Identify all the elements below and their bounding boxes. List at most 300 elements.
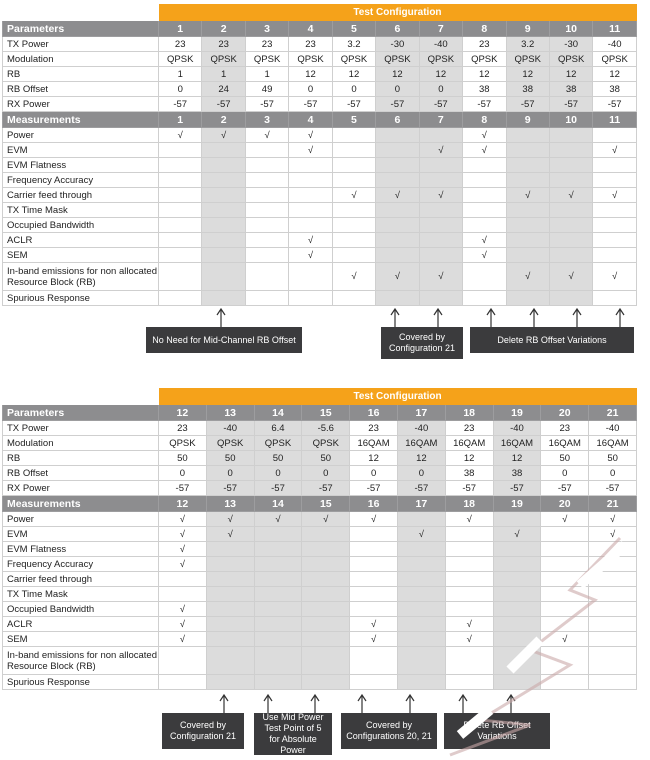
check-cell: [302, 632, 350, 647]
check-cell: [159, 143, 202, 158]
config-number: 21: [589, 496, 637, 512]
table1-block: [2, 4, 636, 306]
check-cell: [254, 632, 302, 647]
config-number: 17: [397, 405, 445, 421]
check-cell: [589, 542, 637, 557]
param-cell: -57: [493, 481, 541, 496]
check-cell: [445, 572, 493, 587]
check-cell: [254, 572, 302, 587]
param-cell: -57: [302, 481, 350, 496]
param-cell: -57: [376, 97, 419, 112]
check-cell: [245, 203, 288, 218]
config-number: 16: [350, 405, 398, 421]
config-number: 3: [245, 21, 288, 37]
check-cell: [254, 527, 302, 542]
check-cell: [541, 675, 589, 690]
check-cell: [593, 291, 637, 306]
check-cell: [159, 572, 207, 587]
check-cell: √: [350, 617, 398, 632]
check-cell: [463, 188, 506, 203]
check-cell: [350, 587, 398, 602]
param-row: [3, 37, 637, 52]
check-cell: √: [463, 128, 506, 143]
check-cell: [289, 291, 332, 306]
param-cell: QPSK: [463, 52, 506, 67]
check-cell: [541, 542, 589, 557]
param-cell: 50: [541, 451, 589, 466]
check-cell: [332, 143, 375, 158]
check-cell: √: [549, 188, 592, 203]
check-cell: [254, 587, 302, 602]
check-cell: [332, 203, 375, 218]
config-number: 20: [541, 496, 589, 512]
measurement-label: TX Time Mask: [3, 587, 159, 602]
callout-covered-by-21: Covered by Configuration 21: [381, 327, 463, 359]
measurements-header: Measurements: [3, 112, 159, 128]
param-cell: -57: [463, 97, 506, 112]
check-cell: [493, 647, 541, 675]
check-cell: [397, 542, 445, 557]
check-cell: [541, 602, 589, 617]
check-cell: [589, 587, 637, 602]
param-cell: -57: [445, 481, 493, 496]
check-cell: √: [593, 143, 637, 158]
callout-delete-rb-offset-b: Delete RB Offset Variations: [444, 713, 550, 749]
measurement-row: [3, 542, 637, 557]
measurement-label: SEM: [3, 248, 159, 263]
check-cell: √: [350, 632, 398, 647]
param-cell: -5.6: [302, 421, 350, 436]
check-cell: [350, 557, 398, 572]
check-cell: [541, 557, 589, 572]
check-cell: [549, 143, 592, 158]
config-number: 5: [332, 21, 375, 37]
param-row: [3, 466, 637, 481]
check-cell: [332, 128, 375, 143]
check-cell: [302, 617, 350, 632]
config-number: 4: [289, 112, 332, 128]
check-cell: √: [419, 263, 462, 291]
param-cell: 3.2: [506, 37, 549, 52]
check-cell: [397, 557, 445, 572]
check-cell: √: [376, 188, 419, 203]
config-number: 9: [506, 21, 549, 37]
param-cell: -57: [541, 481, 589, 496]
config-number: 17: [397, 496, 445, 512]
check-cell: [541, 587, 589, 602]
check-cell: [463, 263, 506, 291]
check-cell: [159, 291, 202, 306]
check-cell: [589, 572, 637, 587]
measurement-label: SEM: [3, 632, 159, 647]
config-number: 8: [463, 21, 506, 37]
check-cell: [493, 557, 541, 572]
check-cell: [332, 248, 375, 263]
check-cell: √: [397, 527, 445, 542]
check-cell: [541, 572, 589, 587]
param-cell: QPSK: [376, 52, 419, 67]
param-cell: 50: [589, 451, 637, 466]
param-cell: -30: [376, 37, 419, 52]
param-cell: 12: [376, 67, 419, 82]
check-cell: [549, 203, 592, 218]
check-cell: [332, 218, 375, 233]
check-cell: [202, 233, 245, 248]
param-label: TX Power: [3, 421, 159, 436]
config-number: 19: [493, 405, 541, 421]
check-cell: [350, 675, 398, 690]
check-cell: [302, 557, 350, 572]
check-cell: [593, 158, 637, 173]
check-cell: [289, 158, 332, 173]
check-cell: [350, 602, 398, 617]
check-cell: [549, 173, 592, 188]
param-cell: 23: [445, 421, 493, 436]
check-cell: [159, 188, 202, 203]
title-spacer: [3, 5, 159, 21]
param-cell: -57: [332, 97, 375, 112]
param-cell: 1: [245, 67, 288, 82]
measurement-row: [3, 218, 637, 233]
config-number: 14: [254, 496, 302, 512]
param-cell: QPSK: [159, 52, 202, 67]
check-cell: [302, 602, 350, 617]
param-cell: 50: [302, 451, 350, 466]
config-number: 19: [493, 496, 541, 512]
check-cell: [289, 173, 332, 188]
check-cell: [159, 587, 207, 602]
measurement-label: EVM: [3, 143, 159, 158]
check-cell: √: [506, 188, 549, 203]
check-cell: [332, 173, 375, 188]
check-cell: √: [159, 512, 207, 527]
check-cell: [376, 143, 419, 158]
config-number: 11: [593, 21, 637, 37]
check-cell: [397, 617, 445, 632]
check-cell: [397, 587, 445, 602]
check-cell: [376, 173, 419, 188]
check-cell: √: [463, 143, 506, 158]
check-cell: [206, 617, 254, 632]
check-cell: [202, 173, 245, 188]
param-label: RB Offset: [3, 82, 159, 97]
param-row: [3, 436, 637, 451]
param-cell: 0: [206, 466, 254, 481]
param-cell: 38: [463, 82, 506, 97]
check-cell: [376, 248, 419, 263]
measurement-label: Spurious Response: [3, 675, 159, 690]
check-cell: [549, 291, 592, 306]
param-row: [3, 451, 637, 466]
check-cell: [593, 248, 637, 263]
param-cell: QPSK: [289, 52, 332, 67]
param-cell: QPSK: [549, 52, 592, 67]
param-cell: -57: [159, 481, 207, 496]
param-label: RB Offset: [3, 466, 159, 481]
measurement-label: Occupied Bandwidth: [3, 602, 159, 617]
check-cell: √: [202, 128, 245, 143]
measurement-row: [3, 248, 637, 263]
param-cell: QPSK: [254, 436, 302, 451]
param-cell: 0: [159, 82, 202, 97]
test-config-table-2: [2, 388, 637, 690]
callout-covered-by-21-b: Covered by Configuration 21: [162, 713, 244, 749]
param-cell: 0: [376, 82, 419, 97]
check-cell: [419, 248, 462, 263]
check-cell: [206, 602, 254, 617]
check-cell: [202, 158, 245, 173]
param-cell: -40: [593, 37, 637, 52]
param-cell: 0: [254, 466, 302, 481]
measurement-label: ACLR: [3, 233, 159, 248]
check-cell: √: [350, 512, 398, 527]
check-cell: √: [159, 128, 202, 143]
param-cell: 0: [289, 82, 332, 97]
config-number: 21: [589, 405, 637, 421]
check-cell: √: [289, 248, 332, 263]
check-cell: [202, 248, 245, 263]
param-cell: -40: [397, 421, 445, 436]
param-label: RX Power: [3, 97, 159, 112]
check-cell: [419, 203, 462, 218]
check-cell: [493, 542, 541, 557]
param-cell: 12: [506, 67, 549, 82]
check-cell: [245, 233, 288, 248]
check-cell: [302, 527, 350, 542]
check-cell: [159, 233, 202, 248]
check-cell: [506, 143, 549, 158]
check-cell: √: [463, 233, 506, 248]
check-cell: √: [254, 512, 302, 527]
check-cell: [159, 173, 202, 188]
param-cell: 38: [506, 82, 549, 97]
measurement-row: [3, 602, 637, 617]
check-cell: [245, 218, 288, 233]
param-cell: QPSK: [302, 436, 350, 451]
config-number: 1: [159, 21, 202, 37]
check-cell: [493, 617, 541, 632]
check-cell: [206, 647, 254, 675]
check-cell: [245, 143, 288, 158]
check-cell: [254, 675, 302, 690]
param-cell: 12: [493, 451, 541, 466]
measurement-label: In-band emissions for non allocated Resource Block (RB): [3, 647, 159, 675]
test-config-table-1: [2, 4, 637, 306]
measurement-label: EVM: [3, 527, 159, 542]
check-cell: [376, 233, 419, 248]
parameters-header: Parameters: [3, 405, 159, 421]
check-cell: [506, 218, 549, 233]
measurements-header: Measurements: [3, 496, 159, 512]
check-cell: [206, 632, 254, 647]
config-number: 12: [159, 405, 207, 421]
param-cell: 0: [541, 466, 589, 481]
callout-covered-by-20-21: Covered by Configurations 20, 21: [341, 713, 437, 749]
param-cell: QPSK: [245, 52, 288, 67]
check-cell: √: [332, 188, 375, 203]
callout-mid-power: Use Mid Power Test Point of 5 for Absolute Power: [254, 713, 332, 755]
check-cell: [350, 572, 398, 587]
param-cell: 0: [397, 466, 445, 481]
measurement-row: [3, 587, 637, 602]
check-cell: [159, 263, 202, 291]
check-cell: [493, 512, 541, 527]
check-cell: [350, 527, 398, 542]
config-number: 13: [206, 405, 254, 421]
check-cell: [202, 203, 245, 218]
measurement-label: In-band emissions for non allocated Resource Block (RB): [3, 263, 159, 291]
check-cell: [445, 542, 493, 557]
measurement-label: Frequency Accuracy: [3, 557, 159, 572]
check-cell: [506, 128, 549, 143]
param-label: Modulation: [3, 52, 159, 67]
measurement-row: [3, 675, 637, 690]
param-cell: -40: [419, 37, 462, 52]
param-cell: 16QAM: [445, 436, 493, 451]
check-cell: [506, 158, 549, 173]
config-number: 3: [245, 112, 288, 128]
check-cell: [254, 557, 302, 572]
check-cell: [589, 675, 637, 690]
param-label: RB: [3, 451, 159, 466]
check-cell: [589, 602, 637, 617]
check-cell: √: [245, 128, 288, 143]
config-number: 12: [159, 496, 207, 512]
check-cell: [397, 602, 445, 617]
param-cell: QPSK: [593, 52, 637, 67]
param-cell: 12: [445, 451, 493, 466]
check-cell: √: [541, 632, 589, 647]
measurement-row: [3, 263, 637, 291]
check-cell: √: [289, 143, 332, 158]
check-cell: [397, 647, 445, 675]
param-cell: -57: [506, 97, 549, 112]
param-cell: 50: [254, 451, 302, 466]
config-number: 10: [549, 112, 592, 128]
check-cell: [376, 203, 419, 218]
check-cell: [506, 291, 549, 306]
config-number: 20: [541, 405, 589, 421]
check-cell: [302, 675, 350, 690]
param-cell: -40: [493, 421, 541, 436]
measurement-label: Spurious Response: [3, 291, 159, 306]
check-cell: [245, 248, 288, 263]
param-cell: -40: [589, 421, 637, 436]
measurement-label: Power: [3, 128, 159, 143]
check-cell: [289, 188, 332, 203]
check-cell: [332, 158, 375, 173]
param-cell: 12: [419, 67, 462, 82]
check-cell: [589, 617, 637, 632]
config-number: 14: [254, 405, 302, 421]
callout-delete-rb-offset: Delete RB Offset Variations: [470, 327, 634, 353]
param-cell: 3.2: [332, 37, 375, 52]
check-cell: [289, 263, 332, 291]
check-cell: [302, 542, 350, 557]
param-cell: 12: [397, 451, 445, 466]
check-cell: √: [419, 188, 462, 203]
param-row: [3, 82, 637, 97]
check-cell: [593, 233, 637, 248]
param-cell: 6.4: [254, 421, 302, 436]
check-cell: [506, 248, 549, 263]
check-cell: √: [589, 527, 637, 542]
check-cell: [541, 617, 589, 632]
param-cell: 12: [549, 67, 592, 82]
measurement-label: TX Time Mask: [3, 203, 159, 218]
param-cell: 38: [593, 82, 637, 97]
check-cell: [159, 647, 207, 675]
check-cell: [593, 203, 637, 218]
param-cell: QPSK: [419, 52, 462, 67]
measurement-row: [3, 188, 637, 203]
check-cell: √: [506, 263, 549, 291]
param-cell: 38: [493, 466, 541, 481]
check-cell: [493, 602, 541, 617]
check-cell: [419, 128, 462, 143]
check-cell: √: [159, 632, 207, 647]
check-cell: [245, 173, 288, 188]
check-cell: √: [206, 527, 254, 542]
check-cell: [549, 218, 592, 233]
check-cell: [463, 158, 506, 173]
param-label: RB: [3, 67, 159, 82]
param-cell: -30: [549, 37, 592, 52]
measurement-label: Power: [3, 512, 159, 527]
config-number: 2: [202, 112, 245, 128]
check-cell: [506, 233, 549, 248]
check-cell: [419, 291, 462, 306]
check-cell: [506, 203, 549, 218]
check-cell: [549, 233, 592, 248]
param-cell: -57: [289, 97, 332, 112]
param-cell: 12: [289, 67, 332, 82]
parameters-header: Parameters: [3, 21, 159, 37]
param-cell: -57: [206, 481, 254, 496]
check-cell: [202, 263, 245, 291]
check-cell: √: [445, 512, 493, 527]
param-cell: 23: [350, 421, 398, 436]
param-label: TX Power: [3, 37, 159, 52]
param-cell: 23: [159, 421, 207, 436]
check-cell: [445, 647, 493, 675]
param-cell: 50: [159, 451, 207, 466]
check-cell: [445, 557, 493, 572]
check-cell: [397, 512, 445, 527]
check-cell: [159, 158, 202, 173]
param-cell: -57: [549, 97, 592, 112]
param-cell: 1: [202, 67, 245, 82]
check-cell: √: [463, 248, 506, 263]
check-cell: [206, 542, 254, 557]
param-cell: 12: [350, 451, 398, 466]
param-label: RX Power: [3, 481, 159, 496]
check-cell: [376, 291, 419, 306]
param-cell: -40: [206, 421, 254, 436]
measurement-row: [3, 617, 637, 632]
param-label: Modulation: [3, 436, 159, 451]
check-cell: [206, 572, 254, 587]
check-cell: √: [159, 527, 207, 542]
check-cell: √: [159, 617, 207, 632]
check-cell: √: [206, 512, 254, 527]
config-number: 18: [445, 405, 493, 421]
check-cell: √: [159, 557, 207, 572]
check-cell: [397, 572, 445, 587]
check-cell: [549, 158, 592, 173]
config-number: 18: [445, 496, 493, 512]
param-row: [3, 97, 637, 112]
